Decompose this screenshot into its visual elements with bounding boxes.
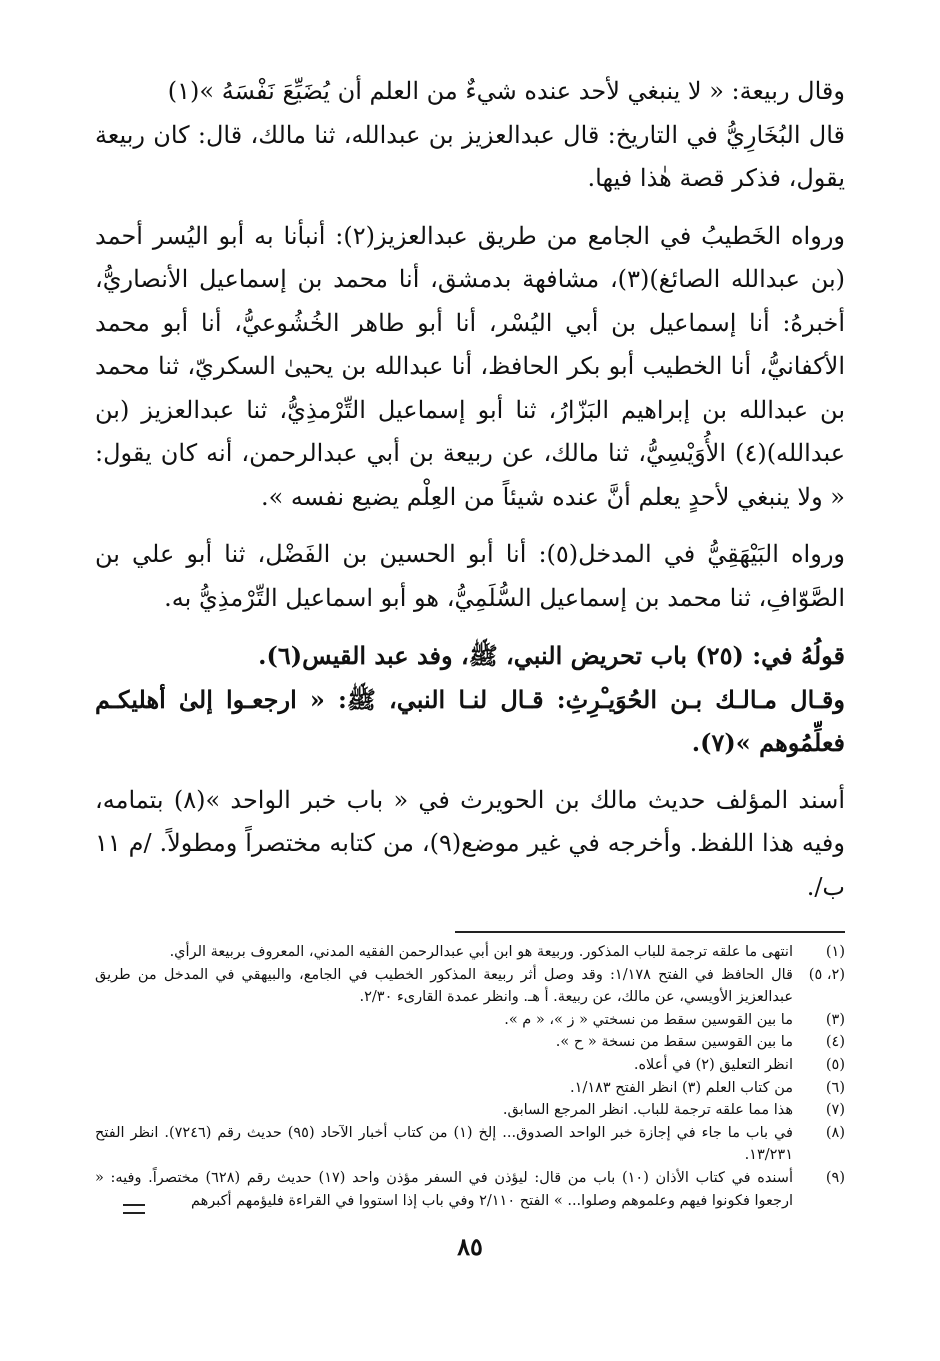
footnote-item — [95, 1054, 845, 1077]
footnote-text: في باب ما جاء في إجازة خبر الواحد الصدوق... إلخ (١) من كتاب أخبار الآحاد (٩٥) حديث رقم (٧٢٤٦). انظر الفتح ١٣/٢٣١. — [95, 1124, 793, 1164]
paragraph-khatib-isnad: ورواه الخَطيبُ في الجامع من طريق عبدالعزيز(٢): أنبأنا به أبو اليُسر أحمد (بن عبدالله الصائغ)(٣)، مشافهة بدمشق، أنا محمد بن إسماعيل الأنصاريُّ، أخبرهُ: أنا إسماعيل بن أبي اليُسْر، أنا أبو طاهر الخُشُوعيُّ، أنا أبو محمد الأكفانيُّ، أنا الخطيب أبو بكر الحافظ، أنا عبدالله بن يحيىٰ السكريّ، ثنا محمد بن عبدالله بن إبراهيم البَزّارُ، ثنا أبو إسماعيل التِّرْمذِيُّ، ثنا عبدالعزيز (بن عبدالله)(٤) الأُوَيْسِيُّ، ثنا مالك، عن ربيعة بن أبي عبدالرحمن، أنه كان يقول: « ولا ينبغي لأحدٍ يعلم أنَّ عنده شيئاً من العِلْم يضيع نفسه ». — [95, 221, 846, 511]
footnote-number: (١) — [825, 944, 845, 960]
footnote-item — [95, 1077, 845, 1100]
footnote-text: قال الحافظ في الفتح ١/١٧٨: وقد وصل أثر ربيعة المذكور الخطيب في الجامع، والبيهقي في المدخل من طريق عبدالعزيز الأويسي، عن مالك، عن ربيعة. أ هـ. وانظر عمدة القارىء ٢/٣٠. — [95, 966, 793, 1006]
footnote-text: ما بين القوسين سقط من نسخة « ح ». — [555, 1034, 793, 1051]
footnote-item — [95, 1099, 845, 1122]
footnote-item — [95, 1167, 845, 1212]
footnote-item — [95, 1122, 845, 1167]
footnote-text: انظر التعليق (٢) في أعلاه. — [633, 1056, 793, 1073]
footnote-number: (٣) — [825, 1011, 845, 1028]
footnote-text: أسنده في كتاب الأذان (١٠) باب من قال: ليؤذن في السفر مؤذن واحد (١٧) حديث رقم (٦٢٨) مختصراً. وفيه: « ارجعوا فكونوا فيهم وعلموهم وصلوا... » الفتح ٢/١١٠ وفي باب إذا استووا في القراءة فليؤمهم أكبرهم — [95, 1169, 793, 1209]
footnote-item — [95, 941, 845, 964]
paragraph-chapter-heading: قولُهُ في: (٢٥) باب تحريض النبي، ﷺ، وفد عبد القيس(٦). — [258, 641, 845, 670]
footnote-number: (٤) — [825, 1034, 845, 1051]
continuation-mark — [123, 1204, 145, 1214]
footnote-separator — [455, 931, 845, 933]
footnote-text: من كتاب العلم (٣) انظر الفتح ١/١٨٣. — [570, 1079, 793, 1096]
main-text — [95, 70, 845, 909]
footnote-item — [95, 1009, 845, 1032]
footnote-text: هذا مما علقه ترجمة للباب. انظر المرجع السابق. — [502, 1102, 793, 1119]
footnotes — [95, 941, 845, 1212]
footnote-number: (٨) — [825, 1124, 845, 1141]
paragraph-bukhari-tarikh: قال البُخَارِيُّ في التاريخ: قال عبدالعزيز بن عبدالله، ثنا مالك، قال: كان ربيعة يقول، فذكر قصة هٰذا فيها. — [95, 120, 845, 192]
footnote-text: ما بين القوسين سقط من نسختي « ز »، « م ». — [504, 1011, 793, 1028]
page-number: ٨٥ — [457, 1232, 483, 1261]
paragraph-bayhaqi-madkhal: ورواه البَيْهَقِيُّ في المدخل(٥): أنا أبو الحسين بن الفَضْل، ثنا أبو علي بن الصَّوّافِ، ثنا محمد بن إسماعيل السُّلَمِيُّ، هو أبو اسماعيل التِّرْمذِيُّ به. — [95, 540, 845, 612]
footnote-number: (٩) — [825, 1169, 845, 1186]
footnote-text: انتهى ما علقه ترجمة للباب المذكور. وربيعة هو ابن أبي عبدالرحمن الفقيه المدني، المعروف بربيعة الرأي. — [169, 944, 793, 960]
paragraph-author-isnad: أسند المؤلف حديث مالك بن الحويرث في « باب خبر الواحد »(٨) بتمامه، وفيه هذا اللفظ. وأخرجه في غير موضع(٩)، من كتابه مختصراً ومطولاً. /م ١١ ب/. — [95, 785, 845, 901]
paragraph-rabia-quote: وقال ربيعة: « لا ينبغي لأحد عنده شيءٌ من العلم أن يُضَيِّعَ نَفْسَهُ »(١) — [167, 77, 845, 105]
footnote-item — [95, 964, 845, 1009]
footnote-number: (٥) — [825, 1056, 845, 1073]
footnote-number: (٦) — [825, 1079, 845, 1096]
footnote-number: (٧) — [825, 1102, 845, 1119]
footnote-number: (٢، ٥) — [808, 966, 845, 983]
footnote-item — [95, 1031, 845, 1054]
paragraph-malik-hadith: وقـال مـالـك بـن الحُوَيـْرِثِ: قـال لنـا النبي، ﷺ: « ارجعـوا إلىٰ أهليكـم فعلِّمُوهم »(٧). — [95, 684, 845, 757]
